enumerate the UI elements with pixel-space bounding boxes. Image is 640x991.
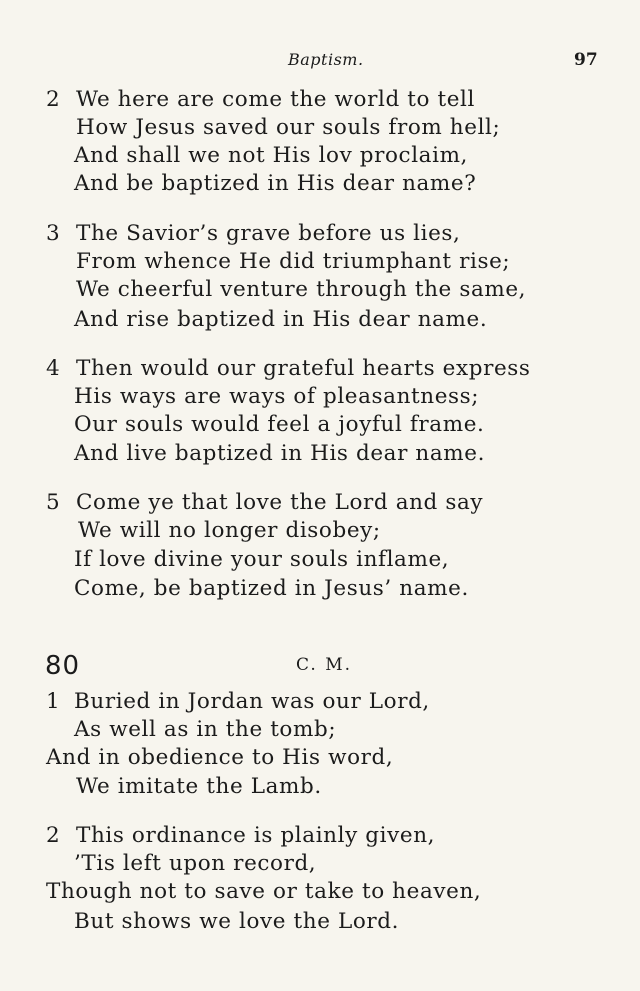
verse-line: We cheerful venture through the same,: [76, 277, 527, 302]
hymn-number: 80: [45, 651, 81, 681]
verse-line: Then would our grateful hearts express: [76, 356, 531, 381]
running-header: [0, 50, 640, 74]
verse-line: Buried in Jordan was our Lord,: [74, 689, 430, 714]
verse-line: As well as in the tomb;: [74, 717, 337, 742]
verse-line: We here are come the world to tell: [76, 87, 475, 112]
verse-line: We imitate the Lamb.: [76, 774, 322, 799]
verse-line: Though not to save or take to heaven,: [46, 879, 482, 904]
verse-line: And live baptized in His dear name.: [74, 441, 486, 466]
verse-line: Come, be baptized in Jesus’ name.: [74, 576, 469, 601]
stanza-number: 1: [46, 689, 61, 714]
verse-line: How Jesus saved our souls from hell;: [76, 115, 501, 140]
verse-line: If love divine your souls inflame,: [74, 547, 450, 572]
verse-line: This ordinance is plainly given,: [76, 823, 436, 848]
verse-line: The Savior’s grave before us lies,: [76, 221, 461, 246]
verse-line: And rise baptized in His dear name.: [74, 307, 488, 332]
verse-line: Our souls would feel a joyful frame.: [74, 412, 485, 437]
verse-line: But shows we love the Lord.: [74, 909, 400, 934]
verse-line: From whence He did triumphant rise;: [76, 249, 511, 274]
verse-line: Come ye that love the Lord and say: [76, 490, 484, 515]
running-title: Baptism.: [288, 50, 364, 69]
verse-line: ’Tis left upon record,: [74, 851, 317, 876]
verse-line: And shall we not His lov proclaim,: [74, 143, 468, 168]
stanza-number: 2: [46, 87, 61, 112]
stanza-number: 4: [46, 356, 61, 381]
verse-line: And in obedience to His word,: [46, 745, 394, 770]
page-number: 97: [574, 50, 598, 70]
stanza-number: 2: [46, 823, 61, 848]
verse-line: We will no longer disobey;: [78, 518, 381, 543]
verse-line: And be baptized in His dear name?: [74, 171, 477, 196]
stanza-number: 3: [46, 221, 61, 246]
verse-line: His ways are ways of pleasantness;: [74, 384, 480, 409]
hymn-meter: C. M.: [296, 655, 353, 675]
stanza-number: 5: [46, 490, 61, 515]
